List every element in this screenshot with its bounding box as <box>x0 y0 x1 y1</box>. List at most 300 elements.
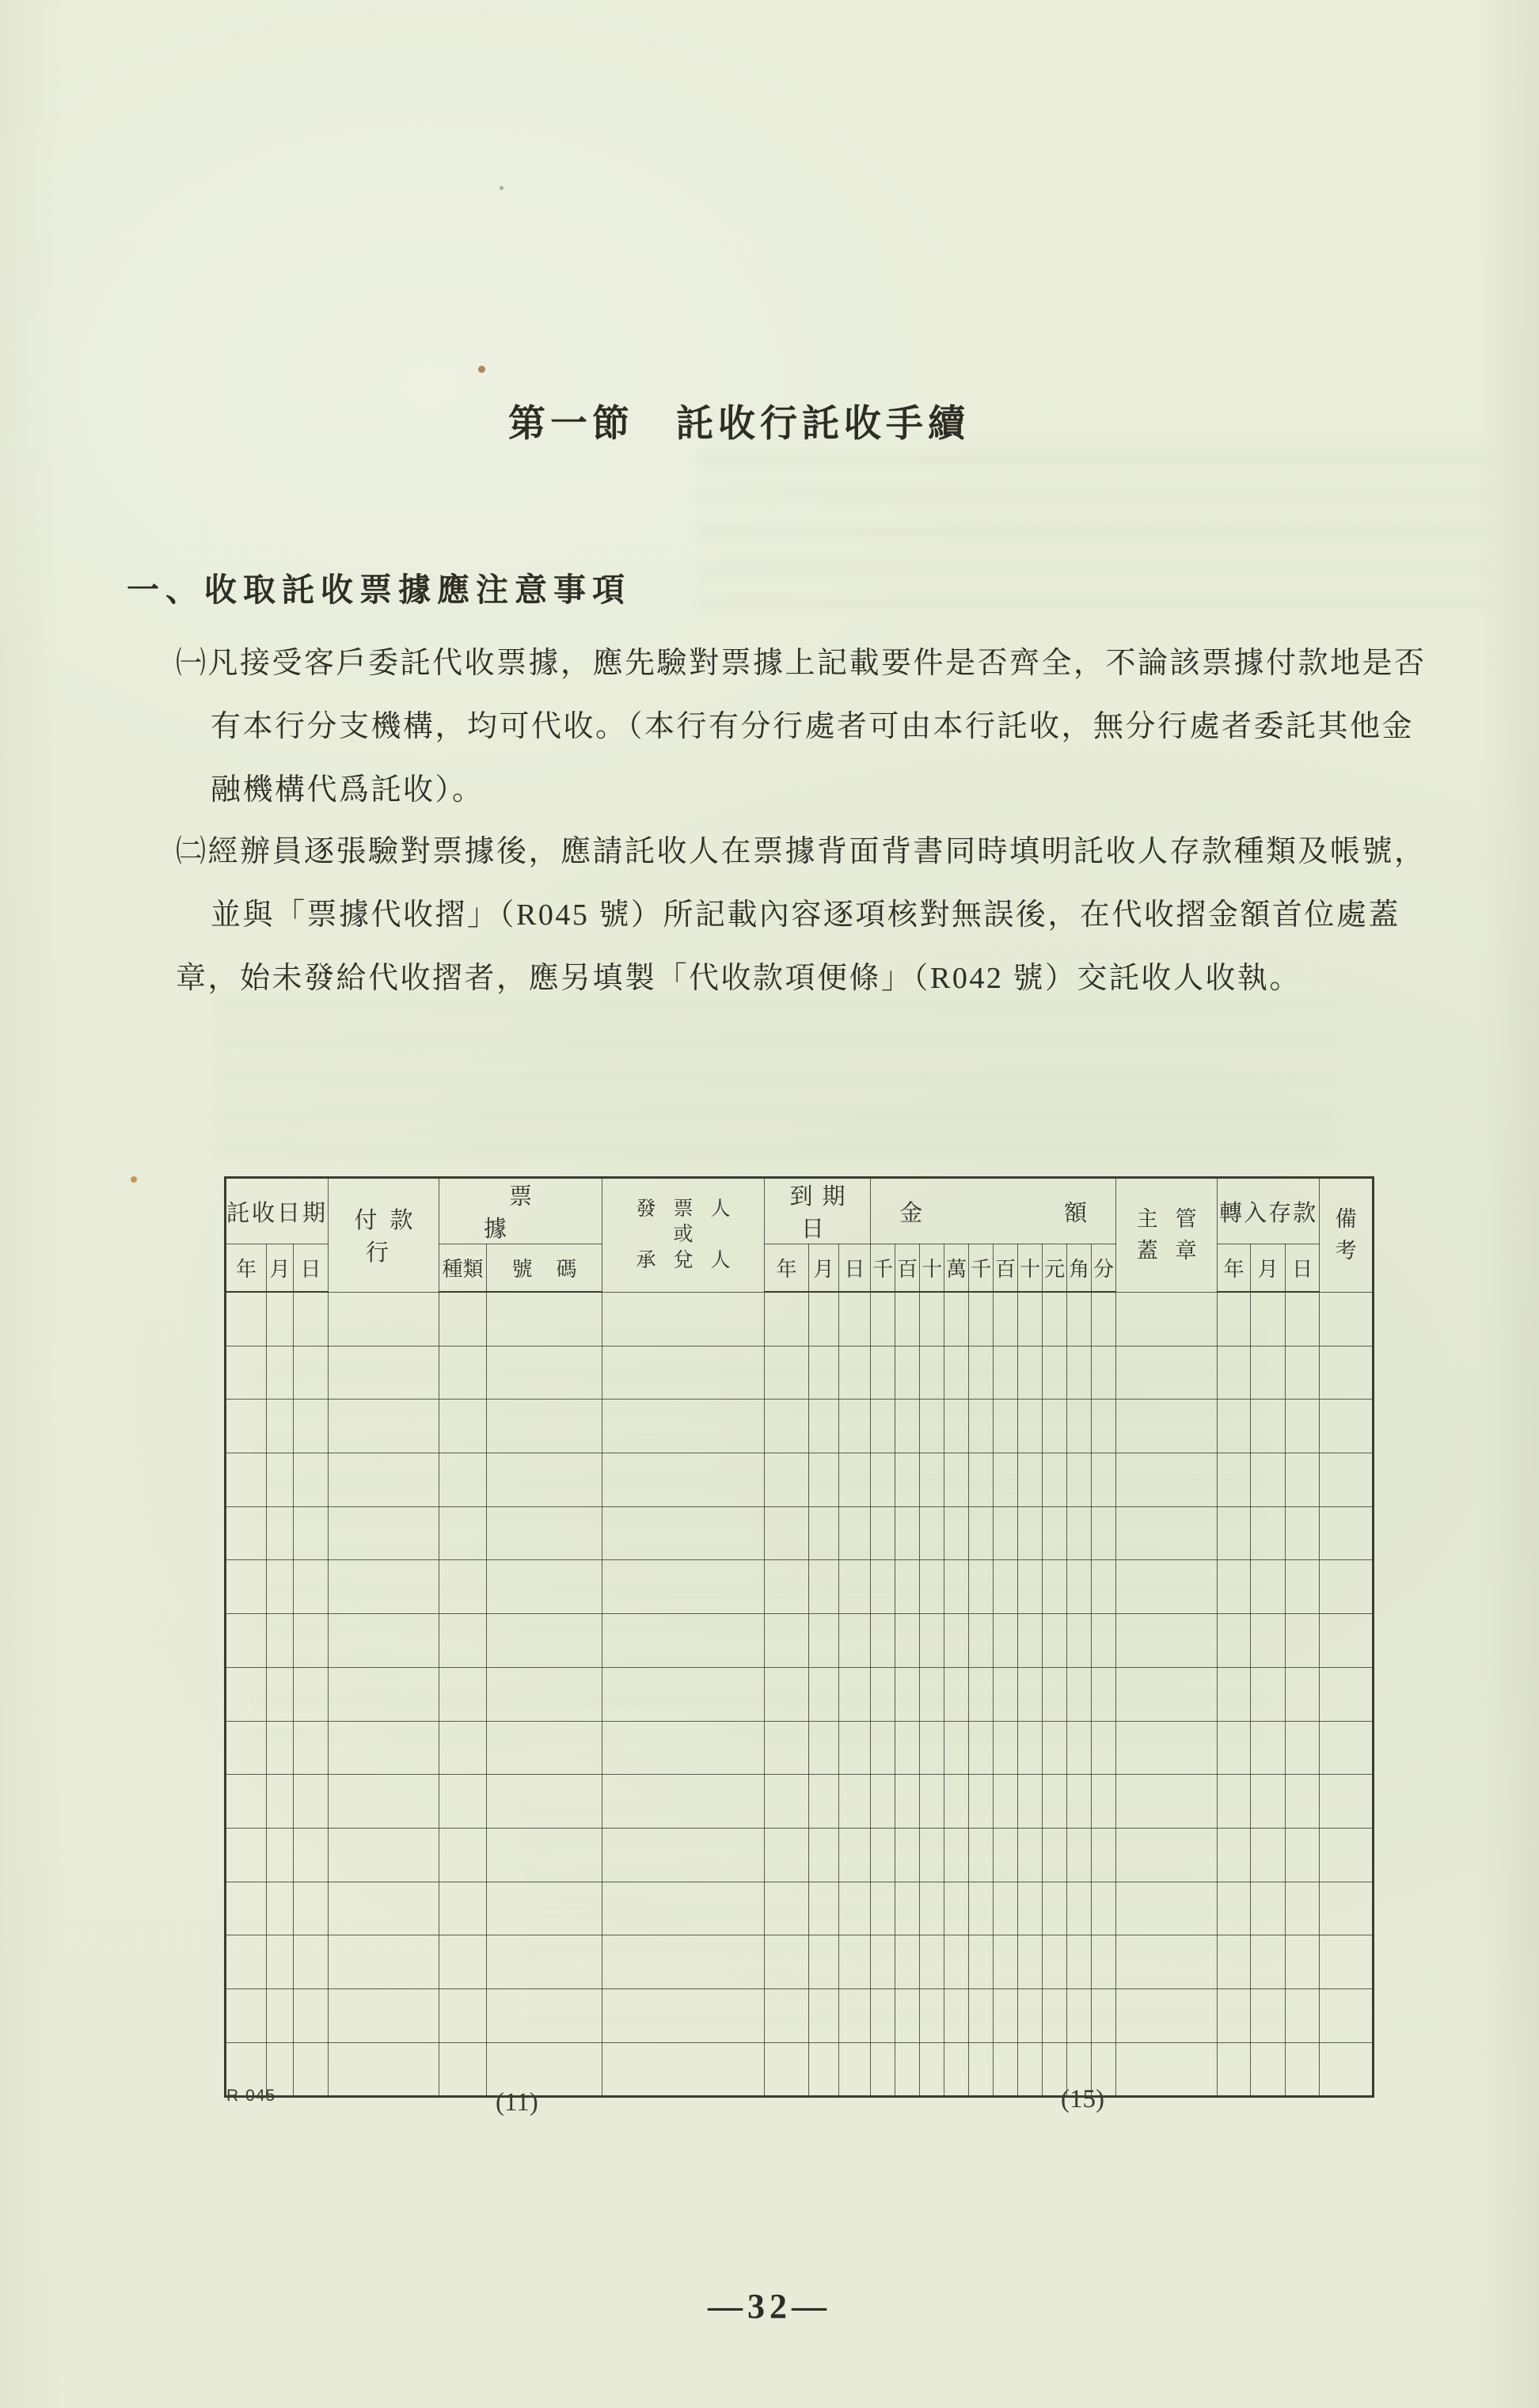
empty-cell <box>439 1828 487 1882</box>
drawer-line: 發票人 <box>636 1198 748 1220</box>
empty-cell <box>969 1828 994 1882</box>
empty-cell <box>1320 1988 1374 2042</box>
empty-cell <box>1092 1935 1116 1989</box>
empty-cell <box>294 2042 329 2097</box>
empty-cell <box>920 1828 944 1882</box>
empty-cell <box>226 1292 267 1346</box>
empty-cell <box>839 1828 871 1882</box>
empty-cell <box>994 1614 1018 1668</box>
empty-cell <box>809 1560 839 1614</box>
empty-cell <box>765 1614 809 1668</box>
subheader-day: 日 <box>1286 1244 1320 1293</box>
empty-cell <box>1251 2042 1286 2097</box>
empty-cell <box>944 1935 969 1989</box>
empty-cell <box>765 1935 809 1989</box>
empty-cell <box>1067 1614 1092 1668</box>
empty-cell <box>969 1614 994 1668</box>
empty-cell <box>1320 2042 1374 2097</box>
table-row <box>226 1453 1374 1507</box>
empty-cell <box>294 1935 329 1989</box>
empty-cell <box>1067 1721 1092 1775</box>
empty-cell <box>294 1614 329 1668</box>
empty-cell <box>294 1292 329 1346</box>
empty-cell <box>602 1721 765 1775</box>
empty-cell <box>267 1667 294 1721</box>
empty-cell <box>871 2042 895 2097</box>
empty-cell <box>1286 1667 1320 1721</box>
empty-cell <box>294 1453 329 1507</box>
empty-cell <box>439 1721 487 1775</box>
empty-cell <box>895 1721 920 1775</box>
empty-cell <box>267 1453 294 1507</box>
empty-cell <box>895 1882 920 1935</box>
empty-cell <box>1320 1453 1374 1507</box>
header-paying-bank: 付款行 <box>329 1178 439 1293</box>
empty-cell <box>329 1292 439 1346</box>
empty-cell <box>439 1882 487 1935</box>
empty-cell <box>920 1453 944 1507</box>
empty-cell <box>487 1506 602 1560</box>
empty-cell <box>1043 1882 1067 1935</box>
header-collect-date: 託收日期 <box>226 1178 329 1244</box>
empty-cell <box>839 1775 871 1829</box>
empty-cell <box>994 2042 1018 2097</box>
empty-cell <box>226 1346 267 1400</box>
empty-cell <box>1320 1721 1374 1775</box>
empty-cell <box>602 1988 765 2042</box>
empty-cell <box>1116 1935 1218 1989</box>
empty-cell <box>994 1988 1018 2042</box>
empty-cell <box>839 1453 871 1507</box>
amount-unit: 萬 <box>944 1244 969 1293</box>
empty-cell <box>226 1988 267 2042</box>
empty-cell <box>226 1453 267 1507</box>
empty-cell <box>1286 1346 1320 1400</box>
table-row <box>226 1346 1374 1400</box>
empty-cell <box>944 2042 969 2097</box>
empty-cell <box>267 1400 294 1453</box>
body-text-line: ㈡經辦員逐張驗對票據後，應請託收人在票據背面背書同時填明託收人存款種類及帳號， <box>176 835 1427 868</box>
empty-cell <box>969 1292 994 1346</box>
empty-cell <box>1067 1560 1092 1614</box>
empty-cell <box>1218 1935 1251 1989</box>
header-drawer-or-acceptor <box>602 1178 765 1293</box>
empty-cell <box>294 1506 329 1560</box>
empty-cell <box>439 1775 487 1829</box>
empty-cell <box>1018 1614 1043 1668</box>
empty-cell <box>1286 1828 1320 1882</box>
empty-cell <box>809 1614 839 1668</box>
empty-cell <box>1251 1560 1286 1614</box>
empty-cell <box>1067 1988 1092 2042</box>
empty-cell <box>226 1400 267 1453</box>
empty-cell <box>994 1667 1018 1721</box>
empty-cell <box>1320 1506 1374 1560</box>
empty-cell <box>1018 1346 1043 1400</box>
empty-cell <box>969 1775 994 1829</box>
empty-cell <box>994 1935 1018 1989</box>
empty-cell <box>1251 1453 1286 1507</box>
empty-cell <box>1251 1988 1286 2042</box>
empty-cell <box>1286 1453 1320 1507</box>
empty-cell <box>944 1721 969 1775</box>
empty-cell <box>920 1346 944 1400</box>
empty-cell <box>1092 1828 1116 1882</box>
amount-label-right: 額 <box>1064 1200 1088 1226</box>
empty-cell <box>1043 1935 1067 1989</box>
empty-cell <box>765 1882 809 1935</box>
empty-cell <box>944 1667 969 1721</box>
empty-cell <box>1067 1882 1092 1935</box>
empty-cell <box>809 2042 839 2097</box>
empty-cell <box>602 2042 765 2097</box>
table-row <box>226 1400 1374 1453</box>
empty-cell <box>1092 1560 1116 1614</box>
empty-cell <box>1218 1667 1251 1721</box>
empty-cell <box>809 1506 839 1560</box>
empty-cell <box>1320 1292 1374 1346</box>
empty-cell <box>809 1346 839 1400</box>
empty-cell <box>1218 1506 1251 1560</box>
empty-cell <box>1067 1775 1092 1829</box>
empty-cell <box>267 1935 294 1989</box>
empty-cell <box>329 1882 439 1935</box>
empty-cell <box>969 1346 994 1400</box>
header-due-date: 到期日 <box>765 1178 871 1244</box>
empty-cell <box>1067 1935 1092 1989</box>
empty-cell <box>1286 1721 1320 1775</box>
empty-cell <box>439 1400 487 1453</box>
empty-cell <box>765 1292 809 1346</box>
empty-cell <box>1251 1506 1286 1560</box>
empty-cell <box>839 1988 871 2042</box>
empty-cell <box>329 1453 439 1507</box>
empty-cell <box>895 1988 920 2042</box>
empty-cell <box>871 1292 895 1346</box>
empty-cell <box>944 1775 969 1829</box>
drawer-line: 或 <box>673 1224 711 1245</box>
empty-cell <box>920 1935 944 1989</box>
body-text-line: 章，始未發給代收摺者，應另填製「代收款項便條」（R042 號）交託收人收執。 <box>176 962 1302 995</box>
amount-unit: 分 <box>1092 1244 1116 1293</box>
empty-cell <box>1043 1614 1067 1668</box>
empty-cell <box>994 1828 1018 1882</box>
bleedthrough-artifact <box>214 989 1338 1156</box>
empty-cell <box>602 1292 765 1346</box>
empty-cell <box>1251 1667 1286 1721</box>
empty-cell <box>920 1506 944 1560</box>
empty-cell <box>1320 1614 1374 1668</box>
empty-cell <box>1043 1453 1067 1507</box>
header-bill: 票據 <box>439 1178 602 1244</box>
empty-cell <box>294 1775 329 1829</box>
form-body <box>226 1292 1374 2097</box>
empty-cell <box>839 1346 871 1400</box>
subheader-bill-number: 號碼 <box>487 1244 602 1293</box>
empty-cell <box>1116 1882 1218 1935</box>
empty-cell <box>1067 1400 1092 1453</box>
empty-cell <box>1218 1292 1251 1346</box>
empty-cell <box>765 1560 809 1614</box>
empty-cell <box>1018 1775 1043 1829</box>
empty-cell <box>895 1828 920 1882</box>
table-row <box>226 1935 1374 1989</box>
table-row <box>226 1988 1374 2042</box>
empty-cell <box>895 1775 920 1829</box>
empty-cell <box>765 1775 809 1829</box>
empty-cell <box>1218 2042 1251 2097</box>
empty-cell <box>944 1400 969 1453</box>
empty-cell <box>226 1935 267 1989</box>
empty-cell <box>487 1400 602 1453</box>
remarks-line: 備 <box>1335 1206 1357 1231</box>
empty-cell <box>809 1667 839 1721</box>
empty-cell <box>487 1988 602 2042</box>
empty-cell <box>895 1346 920 1400</box>
header-transfer-deposit: 轉入存款 <box>1218 1178 1320 1244</box>
collection-register-form <box>224 1176 1374 2098</box>
table-row <box>226 1667 1374 1721</box>
empty-cell <box>487 1935 602 1989</box>
empty-cell <box>1043 1667 1067 1721</box>
empty-cell <box>871 1988 895 2042</box>
empty-cell <box>1018 1506 1043 1560</box>
empty-cell <box>765 1346 809 1400</box>
empty-cell <box>839 1882 871 1935</box>
empty-cell <box>1320 1667 1374 1721</box>
empty-cell <box>839 1667 871 1721</box>
empty-cell <box>602 1775 765 1829</box>
empty-cell <box>1043 1828 1067 1882</box>
empty-cell <box>944 1828 969 1882</box>
empty-cell <box>969 1721 994 1775</box>
empty-cell <box>765 2042 809 2097</box>
empty-cell <box>765 1506 809 1560</box>
empty-cell <box>969 2042 994 2097</box>
empty-cell <box>487 1292 602 1346</box>
page-number: —32— <box>708 2287 831 2326</box>
empty-cell <box>765 1453 809 1507</box>
empty-cell <box>920 1775 944 1829</box>
drawer-line: 承兌人 <box>636 1249 748 1271</box>
empty-cell <box>969 1988 994 2042</box>
empty-cell <box>1018 1667 1043 1721</box>
empty-cell <box>1320 1560 1374 1614</box>
paper-speck <box>500 186 504 190</box>
empty-cell <box>487 1882 602 1935</box>
bleedthrough-artifact <box>697 435 1488 610</box>
empty-cell <box>1067 1828 1092 1882</box>
collection-register-table <box>224 1176 1374 2098</box>
empty-cell <box>839 1560 871 1614</box>
empty-cell <box>329 1667 439 1721</box>
empty-cell <box>267 1560 294 1614</box>
empty-cell <box>1043 1560 1067 1614</box>
empty-cell <box>871 1882 895 1935</box>
table-row <box>226 1882 1374 1935</box>
empty-cell <box>1018 1988 1043 2042</box>
empty-cell <box>1286 1292 1320 1346</box>
remarks-line: 考 <box>1335 1239 1357 1263</box>
empty-cell <box>1116 1292 1218 1346</box>
empty-cell <box>920 2042 944 2097</box>
empty-cell <box>329 1721 439 1775</box>
empty-cell <box>1251 1721 1286 1775</box>
subheader-year: 年 <box>765 1244 809 1293</box>
empty-cell <box>329 1400 439 1453</box>
table-row <box>226 1828 1374 1882</box>
empty-cell <box>920 1667 944 1721</box>
empty-cell <box>920 1292 944 1346</box>
empty-cell <box>294 1400 329 1453</box>
empty-cell <box>439 1614 487 1668</box>
empty-cell <box>895 1614 920 1668</box>
empty-cell <box>439 1935 487 1989</box>
empty-cell <box>1218 1882 1251 1935</box>
empty-cell <box>329 2042 439 2097</box>
empty-cell <box>1092 1667 1116 1721</box>
empty-cell <box>267 1988 294 2042</box>
amount-unit: 角 <box>1067 1244 1092 1293</box>
empty-cell <box>294 1560 329 1614</box>
empty-cell <box>920 1614 944 1668</box>
empty-cell <box>969 1400 994 1453</box>
empty-cell <box>809 1828 839 1882</box>
empty-cell <box>1218 1828 1251 1882</box>
empty-cell <box>871 1346 895 1400</box>
empty-cell <box>809 1988 839 2042</box>
empty-cell <box>602 1882 765 1935</box>
empty-cell <box>267 1775 294 1829</box>
amount-unit: 千 <box>871 1244 895 1293</box>
empty-cell <box>1286 1400 1320 1453</box>
empty-cell <box>1116 1614 1218 1668</box>
empty-cell <box>1067 1506 1092 1560</box>
empty-cell <box>809 1721 839 1775</box>
table-row <box>226 1721 1374 1775</box>
header-amount <box>871 1178 1116 1244</box>
body-text-line: ㈠凡接受客戶委託代收票據，應先驗對票據上記載要件是否齊全，不論該票據付款地是否 <box>176 647 1427 680</box>
empty-cell <box>1116 2042 1218 2097</box>
empty-cell <box>1067 1346 1092 1400</box>
empty-cell <box>765 1988 809 2042</box>
empty-cell <box>895 2042 920 2097</box>
seal-line: 蓋章 <box>1136 1239 1214 1263</box>
empty-cell <box>944 1506 969 1560</box>
empty-cell <box>871 1560 895 1614</box>
empty-cell <box>267 1346 294 1400</box>
plate-number-right: (15) <box>1061 2085 1104 2114</box>
empty-cell <box>1116 1721 1218 1775</box>
empty-cell <box>1286 1614 1320 1668</box>
empty-cell <box>809 1400 839 1453</box>
empty-cell <box>1092 1882 1116 1935</box>
empty-cell <box>329 1935 439 1989</box>
empty-cell <box>994 1453 1018 1507</box>
empty-cell <box>994 1560 1018 1614</box>
empty-cell <box>487 1560 602 1614</box>
empty-cell <box>487 1775 602 1829</box>
empty-cell <box>439 2042 487 2097</box>
empty-cell <box>809 1292 839 1346</box>
empty-cell <box>1218 1560 1251 1614</box>
empty-cell <box>487 1614 602 1668</box>
empty-cell <box>226 1721 267 1775</box>
empty-cell <box>969 1560 994 1614</box>
empty-cell <box>487 1828 602 1882</box>
empty-cell <box>226 1667 267 1721</box>
empty-cell <box>439 1560 487 1614</box>
empty-cell <box>1251 1775 1286 1829</box>
empty-cell <box>1018 1721 1043 1775</box>
empty-cell <box>1067 1667 1092 1721</box>
empty-cell <box>871 1775 895 1829</box>
empty-cell <box>1286 2042 1320 2097</box>
empty-cell <box>895 1560 920 1614</box>
subheader-year: 年 <box>1218 1244 1251 1293</box>
empty-cell <box>944 1453 969 1507</box>
header-supervisor-seal <box>1116 1178 1218 1293</box>
empty-cell <box>944 1560 969 1614</box>
empty-cell <box>895 1935 920 1989</box>
body-text-line: 並與「票據代收摺」（R045 號）所記載內容逐項核對無誤後，在代收摺金額首位處蓋 <box>211 898 1400 932</box>
paper-speck <box>478 366 485 373</box>
empty-cell <box>267 1882 294 1935</box>
empty-cell <box>765 1667 809 1721</box>
empty-cell <box>1286 1882 1320 1935</box>
empty-cell <box>439 1453 487 1507</box>
empty-cell <box>602 1614 765 1668</box>
empty-cell <box>969 1453 994 1507</box>
empty-cell <box>1251 1828 1286 1882</box>
empty-cell <box>871 1667 895 1721</box>
empty-cell <box>969 1882 994 1935</box>
empty-cell <box>329 1346 439 1400</box>
empty-cell <box>487 1346 602 1400</box>
empty-cell <box>1320 1775 1374 1829</box>
empty-cell <box>1116 1560 1218 1614</box>
empty-cell <box>1092 1721 1116 1775</box>
empty-cell <box>1043 1346 1067 1400</box>
empty-cell <box>1286 1506 1320 1560</box>
empty-cell <box>226 1560 267 1614</box>
empty-cell <box>839 1400 871 1453</box>
empty-cell <box>944 1882 969 1935</box>
empty-cell <box>944 1346 969 1400</box>
empty-cell <box>294 1721 329 1775</box>
empty-cell <box>1251 1346 1286 1400</box>
empty-cell <box>1067 1292 1092 1346</box>
table-row <box>226 1614 1374 1668</box>
empty-cell <box>1116 1988 1218 2042</box>
empty-cell <box>226 1614 267 1668</box>
subheader-day: 日 <box>839 1244 871 1293</box>
table-row <box>226 1775 1374 1829</box>
empty-cell <box>439 1346 487 1400</box>
empty-cell <box>944 1988 969 2042</box>
empty-cell <box>839 2042 871 2097</box>
empty-cell <box>267 1292 294 1346</box>
empty-cell <box>969 1667 994 1721</box>
table-row <box>226 1560 1374 1614</box>
empty-cell <box>994 1506 1018 1560</box>
empty-cell <box>1018 1292 1043 1346</box>
empty-cell <box>1092 1453 1116 1507</box>
empty-cell <box>1018 1935 1043 1989</box>
plate-number-left: (11) <box>496 2088 538 2117</box>
empty-cell <box>329 1775 439 1829</box>
empty-cell <box>329 1988 439 2042</box>
